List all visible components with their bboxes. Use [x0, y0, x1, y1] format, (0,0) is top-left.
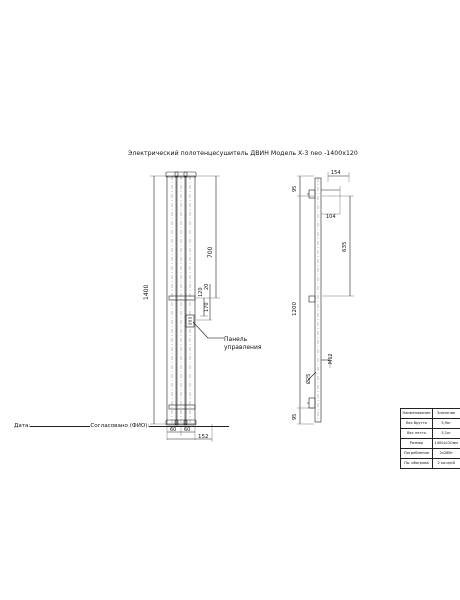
spec-header-row [401, 409, 460, 419]
dim-d25: Ø25 [306, 373, 312, 384]
dim-1200: 1200 [292, 302, 298, 316]
drawing-title: Электрический полотенцесушитель ДВИН Модель X-3 neo -1400x120 [128, 150, 358, 157]
dim-700: 700 [207, 246, 214, 258]
dim-635: 635 [342, 241, 348, 252]
dim-1400: 1400 [143, 284, 150, 300]
dim-170: 170 [204, 302, 210, 312]
dim-60-left: 60 [170, 427, 177, 433]
agreed-label: Согласовано (ФИО): [90, 423, 150, 429]
front-view [166, 172, 196, 425]
dim-152: 152 [198, 434, 209, 440]
spec-header-value: Значение [432, 409, 460, 419]
spec-value: 5,1кг [432, 429, 460, 439]
dim-m12: M12 [328, 353, 334, 364]
dim-20: 20 [204, 283, 210, 290]
spec-row [401, 449, 460, 459]
date-line[interactable] [30, 426, 90, 427]
side-view [307, 178, 321, 422]
panel-label-line1: Панель [224, 336, 248, 343]
panel-label-line2: управления [224, 344, 262, 351]
dim-95-bottom: 95 [292, 413, 298, 420]
spec-name: Вес брутто [401, 419, 433, 429]
spec-value: 5,9кг [432, 419, 460, 429]
spec-row [401, 459, 460, 469]
spec-row [401, 439, 460, 449]
approval-footer [14, 423, 229, 429]
spec-name: Потребление [401, 449, 433, 459]
spec-name: Размер [401, 439, 433, 449]
date-label: Дата: [14, 423, 31, 429]
spec-header-name: Наименование [401, 409, 433, 419]
spec-value: 1400x120мм [432, 439, 460, 449]
spec-name: Вес нетто [401, 429, 433, 439]
spec-row [401, 419, 460, 429]
spec-name: По. обогрева [401, 459, 433, 469]
dim-60-right: 60 [184, 427, 191, 433]
spec-value: 2x28Вт [432, 449, 460, 459]
dim-120: 120 [198, 287, 204, 297]
dim-154: 154 [331, 170, 341, 176]
agreed-line[interactable] [149, 426, 229, 427]
spec-table [400, 408, 460, 469]
dim-104: 104 [326, 214, 336, 220]
spec-value: 2 кв.м/кВ [432, 459, 460, 469]
dim-95-top: 95 [292, 185, 298, 192]
spec-row [401, 429, 460, 439]
